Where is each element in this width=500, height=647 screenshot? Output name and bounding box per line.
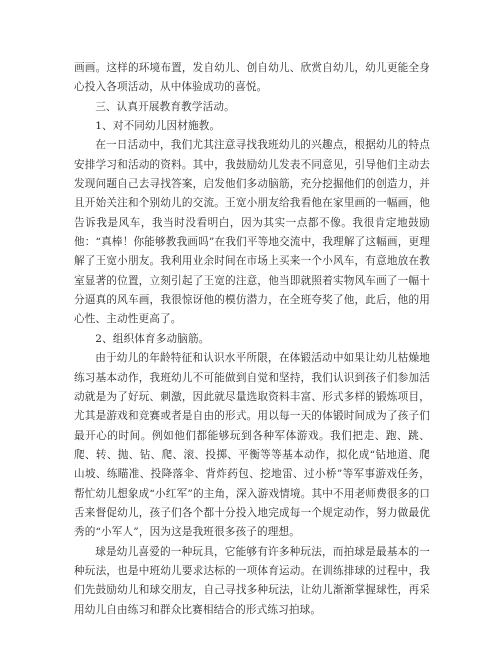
- document-body: [74, 59, 430, 620]
- continuation-paragraph: 画画。这样的环境布置，发自幼儿、创自幼儿、欣赏自幼儿，幼儿更能全身心投入各项活动，从中体验成功的喜悦。: [74, 62, 430, 94]
- body-paragraph-ball-play: 球是幼儿喜爱的一种玩具，它能够有许多种玩法，而拍球是最基本的一种玩法，也是中班幼儿要求达标的一项体育运动。在训练排球的过程中，我们先鼓励幼儿和球交朋友，自己寻找多种玩法，让幼儿渐渐掌握球性，再采用幼儿自由练习和群众比赛相结合的形式练习拍球。: [74, 545, 430, 616]
- body-paragraph-sports-games: 由于幼儿的年龄特征和认识水平所限，在体锻活动中如果让幼儿枯燥地练习基本动作，我班幼儿不可能做到自觉和坚持，我们认识到孩子们参加活动就是为了好玩、刺激，因此就尽量选取资料丰富、形式多样的锻炼项目，尤其是游戏和竞赛或者是自由的形式。用以每一天的体锻时间成为了孩子们最开心的时间。例如他们都能够玩到各种军体游戏。我们把走、跑、跳、爬、转、抛、钻、爬、滚、投掷、平衡等等基本动作，拟化成“钻地道、爬山坡、练瞄准、投降落伞、背炸药包、挖地雷、过小桥”等军事游戏任务，帮忙幼儿想象成“小红军”的主角，深入游戏情境。其中不用老师费很多的口舌来督促幼儿，孩子们各个都十分投入地完成每一个规定动作，努力做最优秀的“小军人”，因为这是我班很多孩子的理想。: [74, 352, 430, 539]
- subsection-heading-1: 1、对不同幼儿因材施教。: [95, 120, 221, 133]
- section-heading-3: 三、认真开展教育教学活动。: [95, 100, 235, 113]
- body-paragraph-individual-teaching: 在一日活动中，我们尤其注意寻找我班幼儿的兴趣点，根据幼儿的特点安排学习和活动的资料。其中，我鼓励幼儿发表不同意见，引导他们主动去发现问题自己去寻找答案，启发他们多动脑筋，充分挖掘他们的创造力，并且开始关注和个别幼儿的交流。王宽小朋友给我看他在家里画的一幅画，他告诉我是风车，我当时没看明白，因为其实一点都不像。我很肯定地鼓励他：“真棒！你能够教我画吗”在我们平等地交流中，我理解了这幅画，更理解了王宽小朋友。我利用业余时间在市场上买来一个小风车，有意地放在教室显著的位置，立刻引起了王宽的注意，他当即就照着实物风车画了一幅十分逼真的风车画，我很惊讶他的模仿潜力，在全班夸奖了他，此后，他的用心性、主动性更高了。: [74, 139, 430, 326]
- subsection-heading-2: 2、组织体育多动脑筋。: [95, 332, 210, 345]
